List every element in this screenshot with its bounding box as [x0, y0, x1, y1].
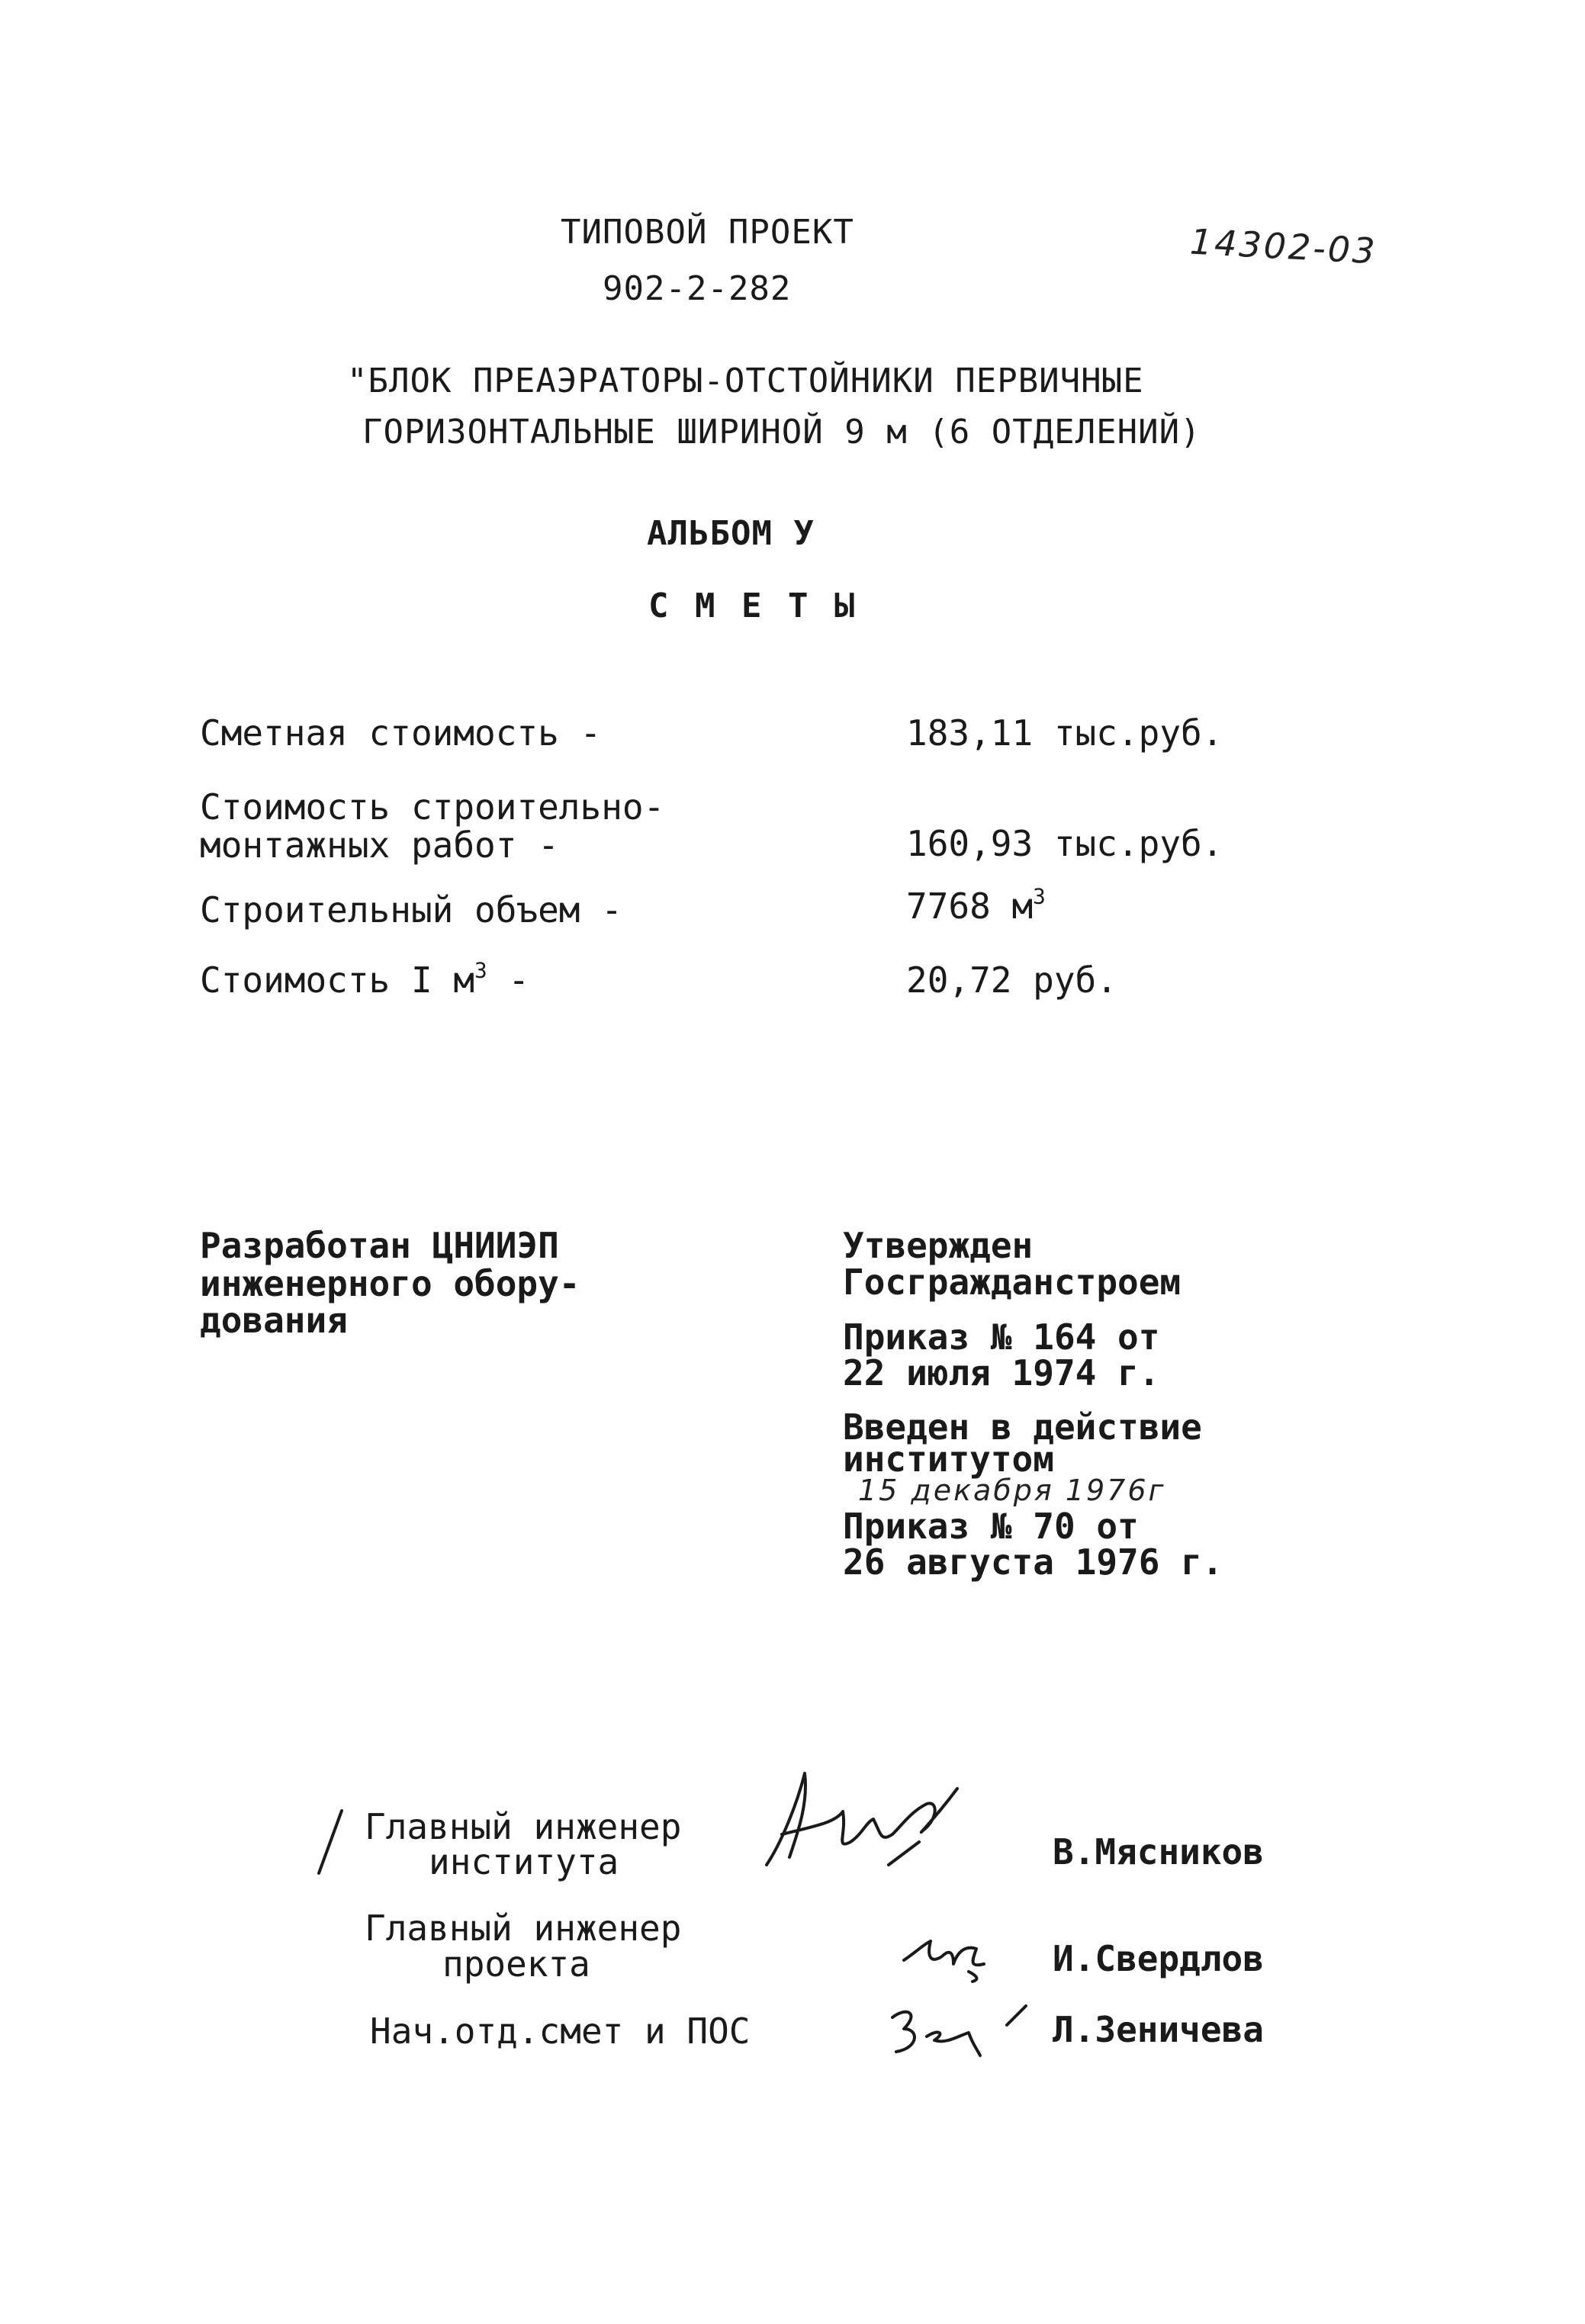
construction-cost-label-2: монтажных работ - [200, 824, 559, 866]
sig2-role-line-1: Главный инженер [365, 1908, 682, 1949]
handwritten-date: 15 декабря 1976г [858, 1474, 1166, 1507]
developer-line-1: Разработан ЦНИИЭП [200, 1225, 559, 1266]
sig1-role-line-2: института [429, 1841, 619, 1882]
title-line-2: ГОРИЗОНТАЛЬНЫЕ ШИРИНОЙ 9 м (6 ОТДЕЛЕНИЙ) [362, 413, 1201, 452]
developer-line-2: инженерного обору- [200, 1263, 580, 1304]
sig2-name: И.Свердлов [1053, 1938, 1264, 1979]
sig1-name: В.Мясников [1053, 1831, 1264, 1872]
margin-slash-mark [314, 1808, 345, 1876]
cost-estimate-value: 183,11 тыс.руб. [906, 712, 1223, 754]
sig2-role-line-2: проекта [442, 1943, 590, 1985]
sig3-name: Л.Зеничева [1053, 2009, 1264, 2050]
project-type: ТИПОВОЙ ПРОЕКТ [561, 213, 854, 252]
album-label: АЛЬБОМ У [647, 514, 815, 553]
intro-line-2: институтом [843, 1438, 1054, 1480]
order1-line-1: Приказ № 164 от [843, 1316, 1160, 1358]
construction-cost-label-1: Стоимость строительно- [200, 786, 665, 828]
developer-line-3: дования [200, 1300, 348, 1341]
unit-cost-label: Стоимость I $м^3$ - [200, 957, 530, 1001]
title-line-1: "БЛОК ПРЕАЭРАТОРЫ-ОТСТОЙНИКИ ПЕРВИЧНЫЕ [347, 362, 1144, 400]
sig1-role-line-1: Главный инженер [365, 1806, 682, 1847]
cost-estimate-label: Сметная стоимость - [200, 712, 602, 754]
approved-label: Утвержден [843, 1225, 1034, 1266]
signature-myasnikov [751, 1758, 980, 1872]
signature-zenicheva [885, 2002, 1037, 2063]
construction-cost-value: 160,93 тыс.руб. [906, 823, 1223, 864]
building-volume-label: Строительный объем - [200, 889, 622, 931]
order1-line-2: 22 июля 1974 г. [843, 1352, 1160, 1393]
order2-line-1: Приказ № 70 от [843, 1506, 1139, 1547]
unit-cost-value: 20,72 руб. [906, 959, 1117, 1001]
approved-by: Госгражданстроем [843, 1262, 1182, 1303]
building-volume-value: 7768 $м^3$ [906, 883, 1046, 927]
intro-line-1: Введен в действие [843, 1406, 1202, 1448]
signature-sverdlov [900, 1930, 999, 1983]
project-number: 902-2-282 [603, 269, 792, 308]
order2-line-2: 26 августа 1976 г. [843, 1541, 1223, 1583]
sig3-role: Нач.отд.смет и ПОС [370, 2011, 751, 2052]
archive-number: 14302-03 [1188, 220, 1378, 272]
section-title: С М Е Т Ы [648, 587, 858, 625]
